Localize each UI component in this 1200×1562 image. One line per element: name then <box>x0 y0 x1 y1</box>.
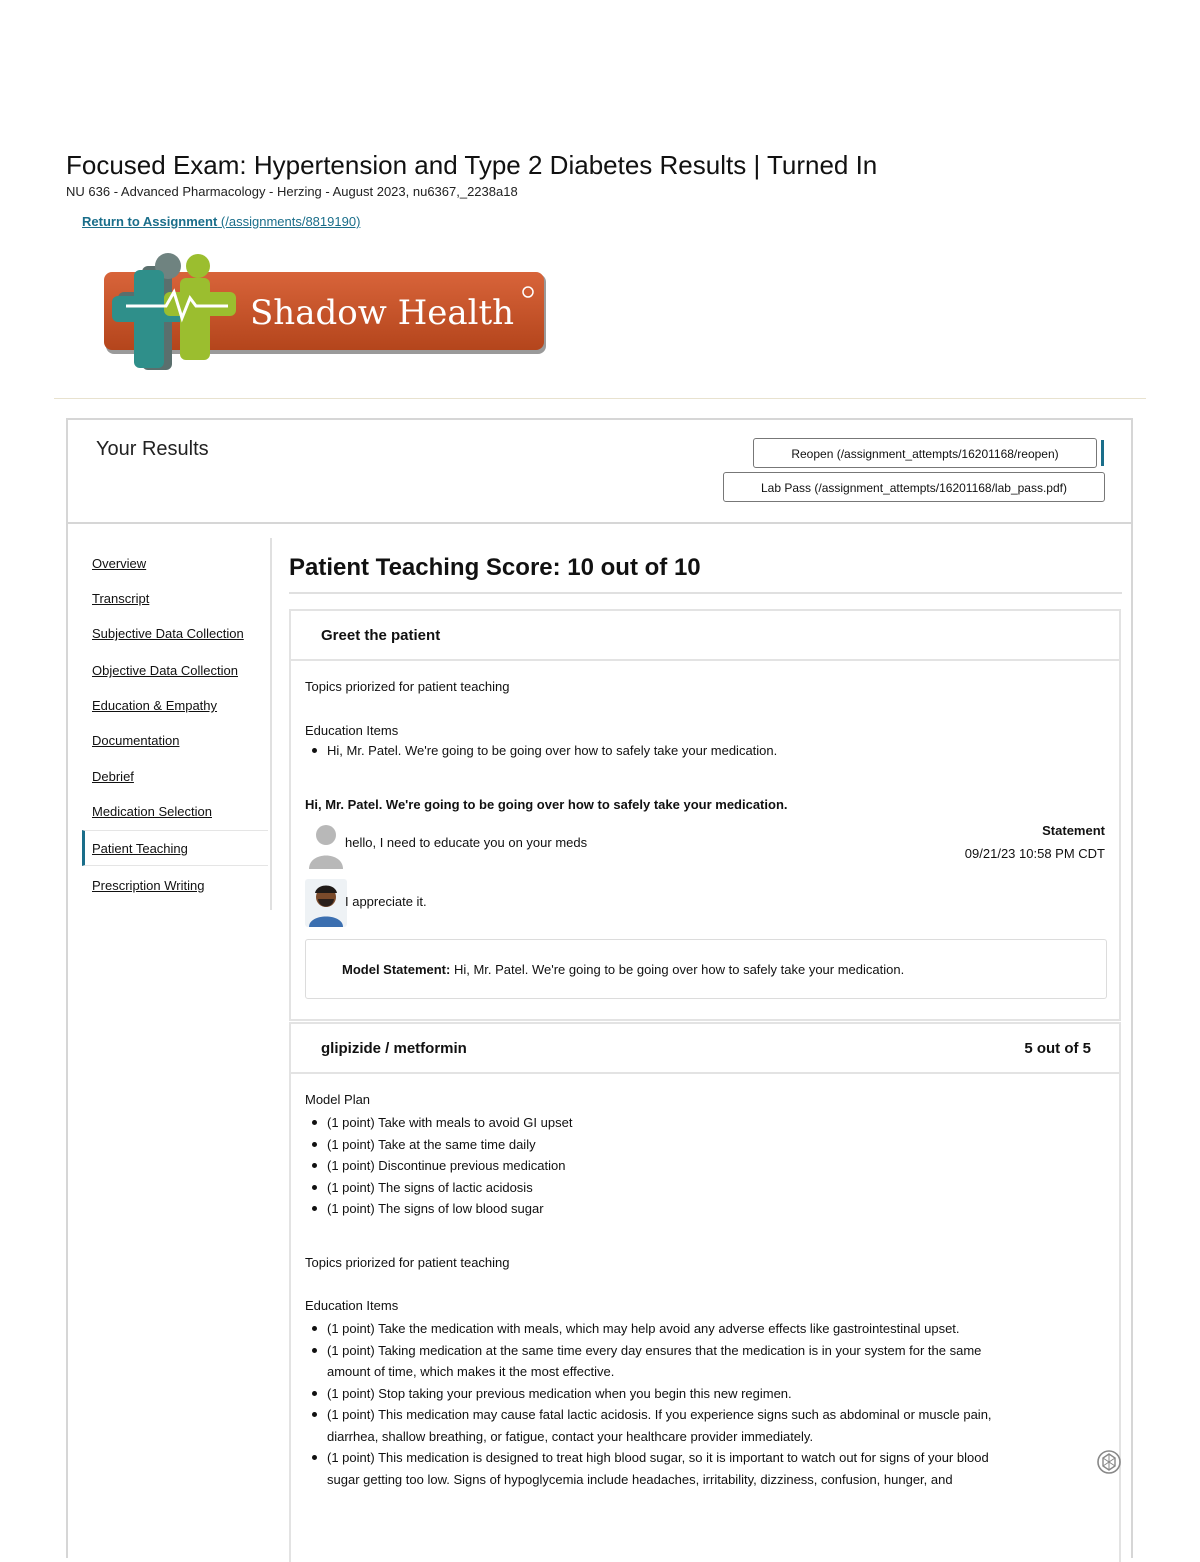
education-items-label: Education Items <box>305 1298 399 1313</box>
lab-pass-button[interactable]: Lab Pass (/assignment_attempts/16201168/lab_pass.pdf) <box>723 472 1105 502</box>
model-statement-label: Model Statement: <box>342 962 451 977</box>
sidebar-item-prescription-writing[interactable]: Prescription Writing <box>92 878 205 893</box>
student-message: hello, I need to educate you on your meds <box>345 835 588 850</box>
sidebar-item-objective-data-collection[interactable]: Objective Data Collection <box>92 663 238 678</box>
card-title: Greet the patient <box>321 627 441 644</box>
reopen-button-accent <box>1101 440 1104 466</box>
return-link-path: (/assignments/8819190) <box>217 214 361 229</box>
sidebar-item-documentation[interactable]: Documentation <box>92 733 180 748</box>
sidebar-item-transcript[interactable]: Transcript <box>92 591 150 606</box>
reopen-button[interactable]: Reopen (/assignment_attempts/16201168/reopen) <box>753 438 1097 468</box>
list-item: (1 point) Take at the same time daily <box>291 1134 572 1156</box>
results-sidebar-nav <box>82 538 272 910</box>
list-item-line: (1 point) Take the medication with meals, which may help avoid any adverse effects like gastrointestinal upset. <box>327 1321 960 1336</box>
list-item-line: diarrhea, shallow breathing, or fatigue, contact your healthcare provider immediately. <box>327 1428 814 1444</box>
list-item: (1 point) The signs of lactic acidosis <box>291 1177 572 1199</box>
results-panel <box>66 418 1133 1558</box>
sidebar-item-overview[interactable]: Overview <box>92 556 147 571</box>
model-statement-box <box>305 939 1107 999</box>
list-item-line: (1 point) This medication may cause fatal lactic acidosis. If you experience signs such as abdominal or muscle pain, <box>327 1407 992 1422</box>
results-title: Your Results <box>96 438 209 460</box>
list-item-line: (1 point) Stop taking your previous medication when you begin this new regimen. <box>327 1385 792 1401</box>
greet-patient-card <box>289 609 1121 1021</box>
header-divider <box>54 398 1146 399</box>
model-plan-label: Model Plan <box>305 1092 371 1107</box>
return-link-label: Return to Assignment <box>82 214 218 229</box>
model-statement-text: Hi, Mr. Patel. We're going to be going over how to safely take your medication. <box>450 962 905 977</box>
list-item-line: (1 point) This medication is designed to treat high blood sugar, so it is important to watch out for signs of your blood <box>327 1450 989 1465</box>
ai-assistant-icon[interactable] <box>1096 1449 1122 1475</box>
sidebar-item-patient-teaching[interactable]: Patient Teaching <box>92 841 188 856</box>
list-item <box>291 1383 1091 1405</box>
patient-message: I appreciate it. <box>345 894 427 909</box>
list-item: (1 point) The signs of low blood sugar <box>291 1198 572 1220</box>
statement-timestamp: 09/21/23 10:58 PM CDT <box>964 846 1105 861</box>
student-avatar-icon <box>307 821 345 869</box>
card-score: 5 out of 5 <box>1024 1040 1091 1057</box>
return-to-assignment-link[interactable] <box>82 214 360 229</box>
education-items-label: Education Items <box>305 723 399 738</box>
card-title: glipizide / metformin <box>321 1040 467 1057</box>
score-divider <box>289 592 1122 594</box>
list-item-line: sugar getting too low. Signs of hypoglycemia include headaches, irritability, dizziness, confusion, hunger, and <box>327 1471 953 1487</box>
patient-teaching-score-title: Patient Teaching Score: 10 out of 10 <box>289 554 701 581</box>
teaching-prompt: Hi, Mr. Patel. We're going to be going over how to safely take your medication. <box>305 797 788 812</box>
model-plan-list <box>291 1112 572 1220</box>
list-item <box>291 1340 1091 1383</box>
page-title: Focused Exam: Hypertension and Type 2 Diabetes Results | Turned In <box>66 150 878 180</box>
statement-label: Statement <box>1042 823 1105 838</box>
list-item <box>291 1447 1091 1490</box>
list-item-line: amount of time, which makes it the most effective. <box>327 1364 615 1379</box>
list-item <box>291 1404 1091 1447</box>
sidebar-item-subjective-data-collection[interactable]: Subjective Data Collection <box>92 626 244 641</box>
model-statement <box>342 962 904 977</box>
card-header <box>291 611 1119 661</box>
sidebar-item-medication-selection[interactable]: Medication Selection <box>92 804 212 819</box>
sidebar-item-debrief[interactable]: Debrief <box>92 769 134 784</box>
list-item: (1 point) Discontinue previous medication <box>291 1155 572 1177</box>
glipizide-metformin-card <box>289 1022 1121 1562</box>
patient-avatar-icon <box>305 879 347 927</box>
results-header <box>68 420 1131 524</box>
logo-wordmark: Shadow Health <box>250 293 515 333</box>
list-item <box>291 1318 1091 1340</box>
education-items-list <box>291 1318 1091 1490</box>
topics-label: Topics priorized for patient teaching <box>305 1255 510 1270</box>
list-item: (1 point) Take with meals to avoid GI upset <box>291 1112 572 1134</box>
education-items-list <box>291 740 777 762</box>
topics-label: Topics priorized for patient teaching <box>305 679 510 694</box>
card-header <box>291 1024 1119 1074</box>
list-item: Hi, Mr. Patel. We're going to be going over how to safely take your medication. <box>291 740 777 762</box>
course-subtitle: NU 636 - Advanced Pharmacology - Herzing - August 2023, nu6367,_2238a18 <box>66 184 518 199</box>
sidebar-item-education-empathy[interactable]: Education & Empathy <box>92 698 218 713</box>
shadow-health-logo <box>104 252 550 374</box>
list-item-line: (1 point) Taking medication at the same time every day ensures that the medication is in your system for the same <box>327 1342 982 1358</box>
